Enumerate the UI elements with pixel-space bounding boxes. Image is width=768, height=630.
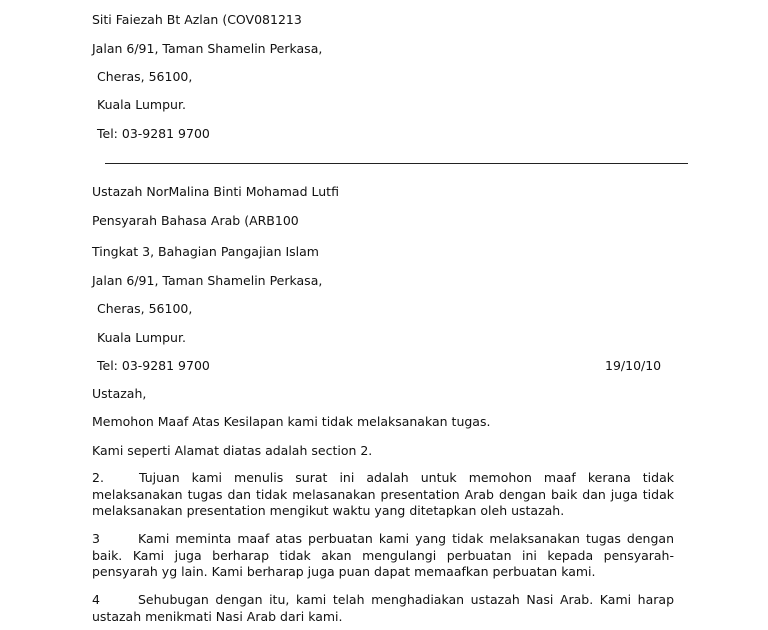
paragraph-3 — [92, 531, 674, 581]
paragraph-number: 3 — [92, 531, 100, 546]
recipient-dept: Tingkat 3, Bahagian Pangajian Islam — [92, 244, 319, 259]
paragraph-text: Tujuan kami menulis surat ini adalah untuk memohon maaf kerana tidak melaksanakan tugas dan tidak melasanakan presentation Arab dengan baik dan juga tidak melaksanakan presentation mengikut waktu yang ditetapkan oleh ustazah. — [92, 470, 674, 518]
paragraph-4 — [92, 592, 674, 625]
paragraph-text: Kami meminta maaf atas perbuatan kami yang tidak melaksanakan tugas dengan baik. Kami juga berharap tidak akan mengulangi perbuatan ini kepada pensyarah-pensyarah yg lain. Kami berharap juga puan dapat memaafkan perbuatan kami. — [92, 531, 674, 579]
sender-address-line2: Cheras, 56100, — [97, 69, 193, 84]
sender-address-line1: Jalan 6/91, Taman Shamelin Perkasa, — [92, 41, 323, 56]
sender-name: Siti Faiezah Bt Azlan (COV081213 — [92, 12, 302, 27]
sender-tel: Tel: 03-9281 9700 — [97, 126, 210, 141]
separator-line — [105, 163, 688, 164]
letter-date: 19/10/10 — [605, 358, 662, 373]
salutation: Ustazah, — [92, 386, 147, 401]
paragraph-number: 4 — [92, 592, 100, 607]
recipient-title: Pensyarah Bahasa Arab (ARB100 — [92, 213, 299, 228]
paragraph-number: 2. — [92, 470, 104, 485]
recipient-name: Ustazah NorMalina Binti Mohamad Lutfi — [92, 184, 339, 199]
subject-line: Memohon Maaf Atas Kesilapan kami tidak melaksanakan tugas. — [92, 414, 491, 429]
paragraph-2 — [92, 470, 674, 520]
recipient-address-line3: Kuala Lumpur. — [97, 330, 186, 345]
recipient-tel: Tel: 03-9281 9700 — [97, 358, 210, 373]
intro-line: Kami seperti Alamat diatas adalah section 2. — [92, 443, 373, 458]
sender-address-line3: Kuala Lumpur. — [97, 97, 186, 112]
paragraph-text: Sehubugan dengan itu, kami telah menghadiakan ustazah Nasi Arab. Kami harap ustazah menikmati Nasi Arab dari kami. — [92, 592, 674, 624]
recipient-address-line1: Jalan 6/91, Taman Shamelin Perkasa, — [92, 273, 323, 288]
recipient-address-line2: Cheras, 56100, — [97, 301, 193, 316]
